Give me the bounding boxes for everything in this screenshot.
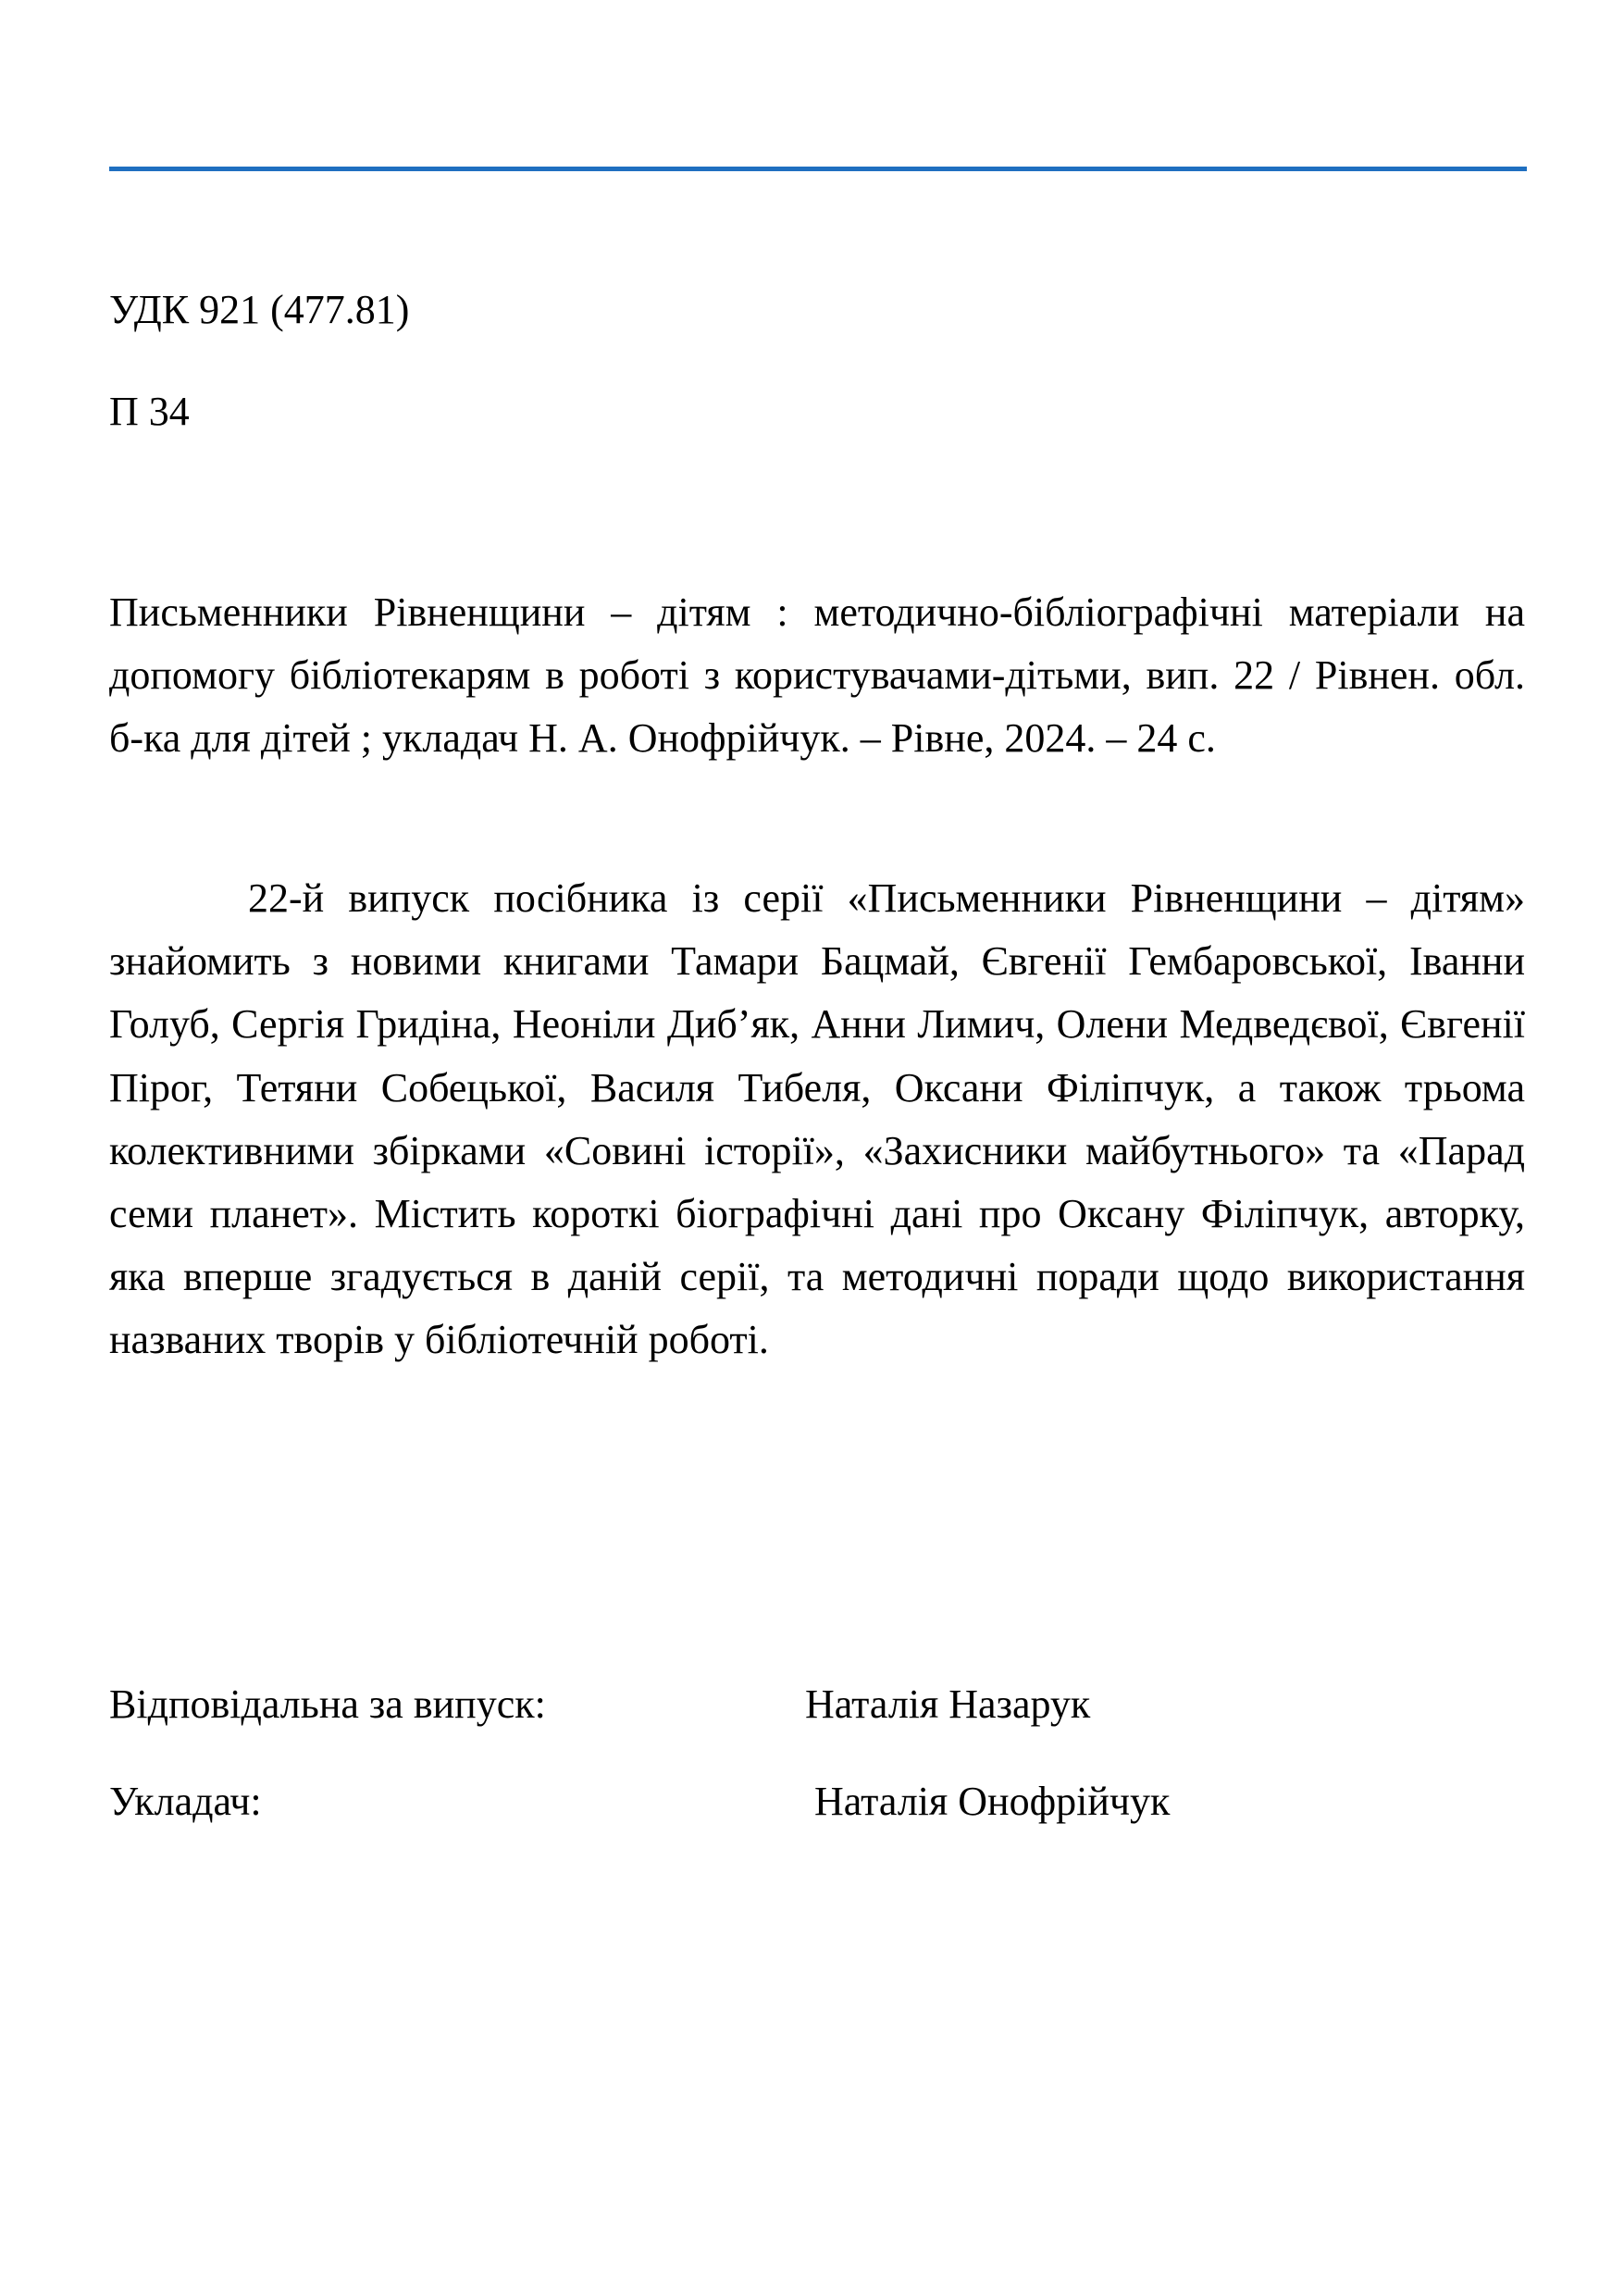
- responsible-label: Відповідальна за випуск:: [109, 1681, 546, 1727]
- compiler-name: Наталія Онофрійчук: [814, 1779, 1171, 1824]
- compiler-label: Укладач:: [109, 1779, 262, 1824]
- responsible-name: Наталія Назарук: [805, 1681, 1091, 1727]
- bibliographic-record: Письменники Рівненщини – дітям : методично-бібліографічні матеріали на допомогу бібліотекарям в роботі з користувачами-дітьми, вип. 22 / Рівнен. обл. б-ка для дітей ; укладач Н. А. Онофрійчук. – Рівне, 2024. – 24 с.: [109, 589, 1525, 762]
- udk-code: УДК 921 (477.81): [109, 287, 410, 332]
- author-sign-code: П 34: [109, 389, 190, 434]
- header-rule: [109, 167, 1527, 171]
- annotation-paragraph: 22-й випуск посібника із серії «Письменники Рівненщини – дітям» знайомить з новими книгами Тамари Бацмай, Євгенії Гембаровської, Іванни Голуб, Сергія Гридіна, Неоніли Диб’як, Анни Лимич, Олени Медведєвої, Євгенії Пірог, Тетяни Собецької, Василя Тибеля, Оксани Філіпчук, а також трьома колективними збірками «Совині історії», «Захисники майбутнього» та «Парад семи планет». Містить короткі біографічні дані про Оксану Філіпчук, авторку, яка вперше згадується в даній серії, та методичні поради щодо використання названих творів у бібліотечній роботі.: [109, 875, 1525, 1363]
